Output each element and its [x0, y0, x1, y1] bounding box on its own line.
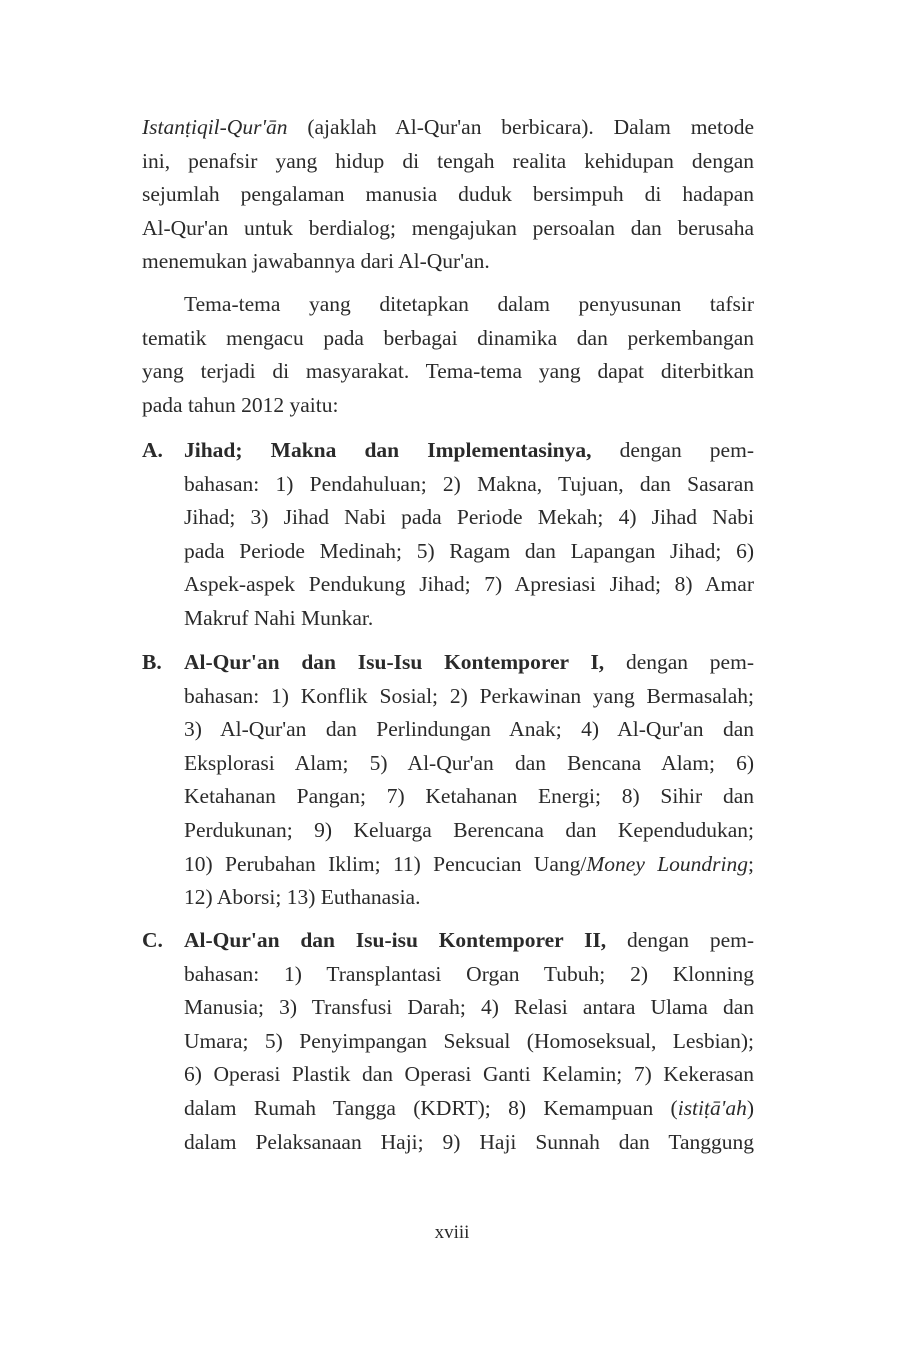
text-line [184, 1092, 754, 1126]
text-line [142, 111, 754, 145]
text-segment: ; [748, 851, 755, 876]
italic-term: Money Loundring [586, 851, 749, 876]
text-segment: Umara; 5) Penyimpangan Seksual (Homoseksual, Lesbian); [184, 1028, 754, 1053]
text-segment: ) [746, 1095, 754, 1120]
text-segment: bahasan: 1) Konflik Sosial; 2) Perkawinan yang Bermasalah; [184, 683, 754, 708]
text-segment: dengan pem- [591, 438, 754, 462]
list-item-a [142, 434, 754, 636]
paragraph-2 [142, 288, 754, 422]
text-segment: Eksplorasi Alam; 5) Al-Qur'an dan Bencana Alam; 6) [184, 750, 754, 775]
text-segment: 10) Perubahan Iklim; 11) Pencucian Uang/ [184, 851, 587, 876]
bold-heading: Al-Qur'an dan Isu-isu Kontemporer II, [184, 928, 607, 952]
text-line [142, 322, 754, 356]
text-line [142, 145, 754, 179]
list-item-content [184, 924, 754, 1159]
list-item-c [142, 924, 754, 1159]
text-segment: Tema-tema yang ditetapkan dalam penyusunan tafsir [184, 292, 754, 316]
text-segment: Makruf Nahi Munkar. [184, 605, 374, 630]
text-line [142, 389, 754, 423]
text-segment: 3) Al-Qur'an dan Perlindungan Anak; 4) Al-Qur'an dan [184, 717, 754, 742]
text-line [184, 646, 754, 680]
text-segment: menemukan jawabannya dari Al-Qur'an. [142, 249, 490, 274]
text-line [184, 468, 754, 502]
text-segment: Al-Qur'an untuk berdialog; mengajukan persoalan dan berusaha [142, 215, 754, 240]
text-segment: dengan pem- [604, 650, 754, 674]
text-segment: Manusia; 3) Transfusi Darah; 4) Relasi antara Ulama dan [184, 995, 754, 1020]
page-number: xviii [434, 1222, 470, 1243]
text-line [184, 713, 754, 747]
text-segment: bahasan: 1) Transplantasi Organ Tubuh; 2) Klonning [184, 961, 754, 986]
text-line [184, 958, 754, 992]
list-item-b [142, 646, 754, 915]
text-line [184, 568, 754, 602]
text-segment: dalam Pelaksanaan Haji; 9) Haji Sunnah dan Tanggung [184, 1129, 754, 1154]
text-segment: ini, penafsir yang hidup di tengah realita kehidupan dengan [142, 148, 754, 173]
text-line [184, 747, 754, 781]
text-segment: dengan pem- [606, 928, 754, 952]
text-segment: 6) Operasi Plastik dan Operasi Ganti Kelamin; 7) Kekerasan [184, 1062, 754, 1087]
text-segment: pada tahun 2012 yaitu: [142, 392, 339, 417]
paragraph-1 [142, 111, 754, 279]
text-line [184, 602, 754, 636]
italic-term: Istanṭiqil-Qur'ān [142, 115, 288, 139]
list-item-content [184, 646, 754, 915]
text-line [184, 680, 754, 714]
text-line [142, 245, 754, 279]
text-line [184, 1058, 754, 1092]
text-segment: tematik mengacu pada berbagai dinamika dan perkembangan [142, 325, 754, 350]
text-segment: Ketahanan Pangan; 7) Ketahanan Energi; 8) Sihir dan [184, 784, 754, 809]
text-line [184, 780, 754, 814]
text-line [142, 355, 754, 389]
text-segment: pada Periode Medinah; 5) Ragam dan Lapangan Jihad; 6) [184, 538, 754, 563]
text-segment: sejumlah pengalaman manusia duduk bersimpuh di hadapan [142, 182, 754, 207]
text-line [184, 434, 754, 468]
list-item-content [184, 434, 754, 636]
text-line [184, 535, 754, 569]
text-segment: (ajaklah Al-Qur'an berbicara). Dalam metode [287, 115, 754, 139]
text-line [184, 848, 754, 882]
italic-term: istiṭā'ah [677, 1095, 747, 1120]
list-label: A. [142, 438, 163, 462]
text-line [142, 178, 754, 212]
text-line [184, 1025, 754, 1059]
bold-heading: Jihad; Makna dan Implementasinya, [184, 438, 592, 462]
text-line [142, 212, 754, 246]
list-label: C. [142, 928, 163, 952]
list-label: B. [142, 650, 162, 674]
text-line [184, 1126, 754, 1160]
bold-heading: Al-Qur'an dan Isu-Isu Kontemporer I, [184, 650, 605, 674]
text-segment: dalam Rumah Tangga (KDRT); 8) Kemampuan ( [184, 1095, 678, 1120]
text-segment: Perdukunan; 9) Keluarga Berencana dan Kependudukan; [184, 817, 754, 842]
text-segment: yang terjadi di masyarakat. Tema-tema yang dapat diterbitkan [142, 359, 754, 384]
text-line [184, 924, 754, 958]
text-segment: Aspek-aspek Pendukung Jihad; 7) Apresiasi Jihad; 8) Amar [184, 572, 754, 597]
text-line [184, 814, 754, 848]
text-segment: bahasan: 1) Pendahuluan; 2) Makna, Tujuan, dan Sasaran [184, 471, 754, 496]
text-line [184, 501, 754, 535]
text-segment: 12) Aborsi; 13) Euthanasia. [184, 885, 421, 910]
text-segment: Jihad; 3) Jihad Nabi pada Periode Mekah; 4) Jihad Nabi [184, 505, 754, 530]
text-line [142, 288, 754, 322]
text-line [184, 991, 754, 1025]
text-line [184, 881, 754, 915]
